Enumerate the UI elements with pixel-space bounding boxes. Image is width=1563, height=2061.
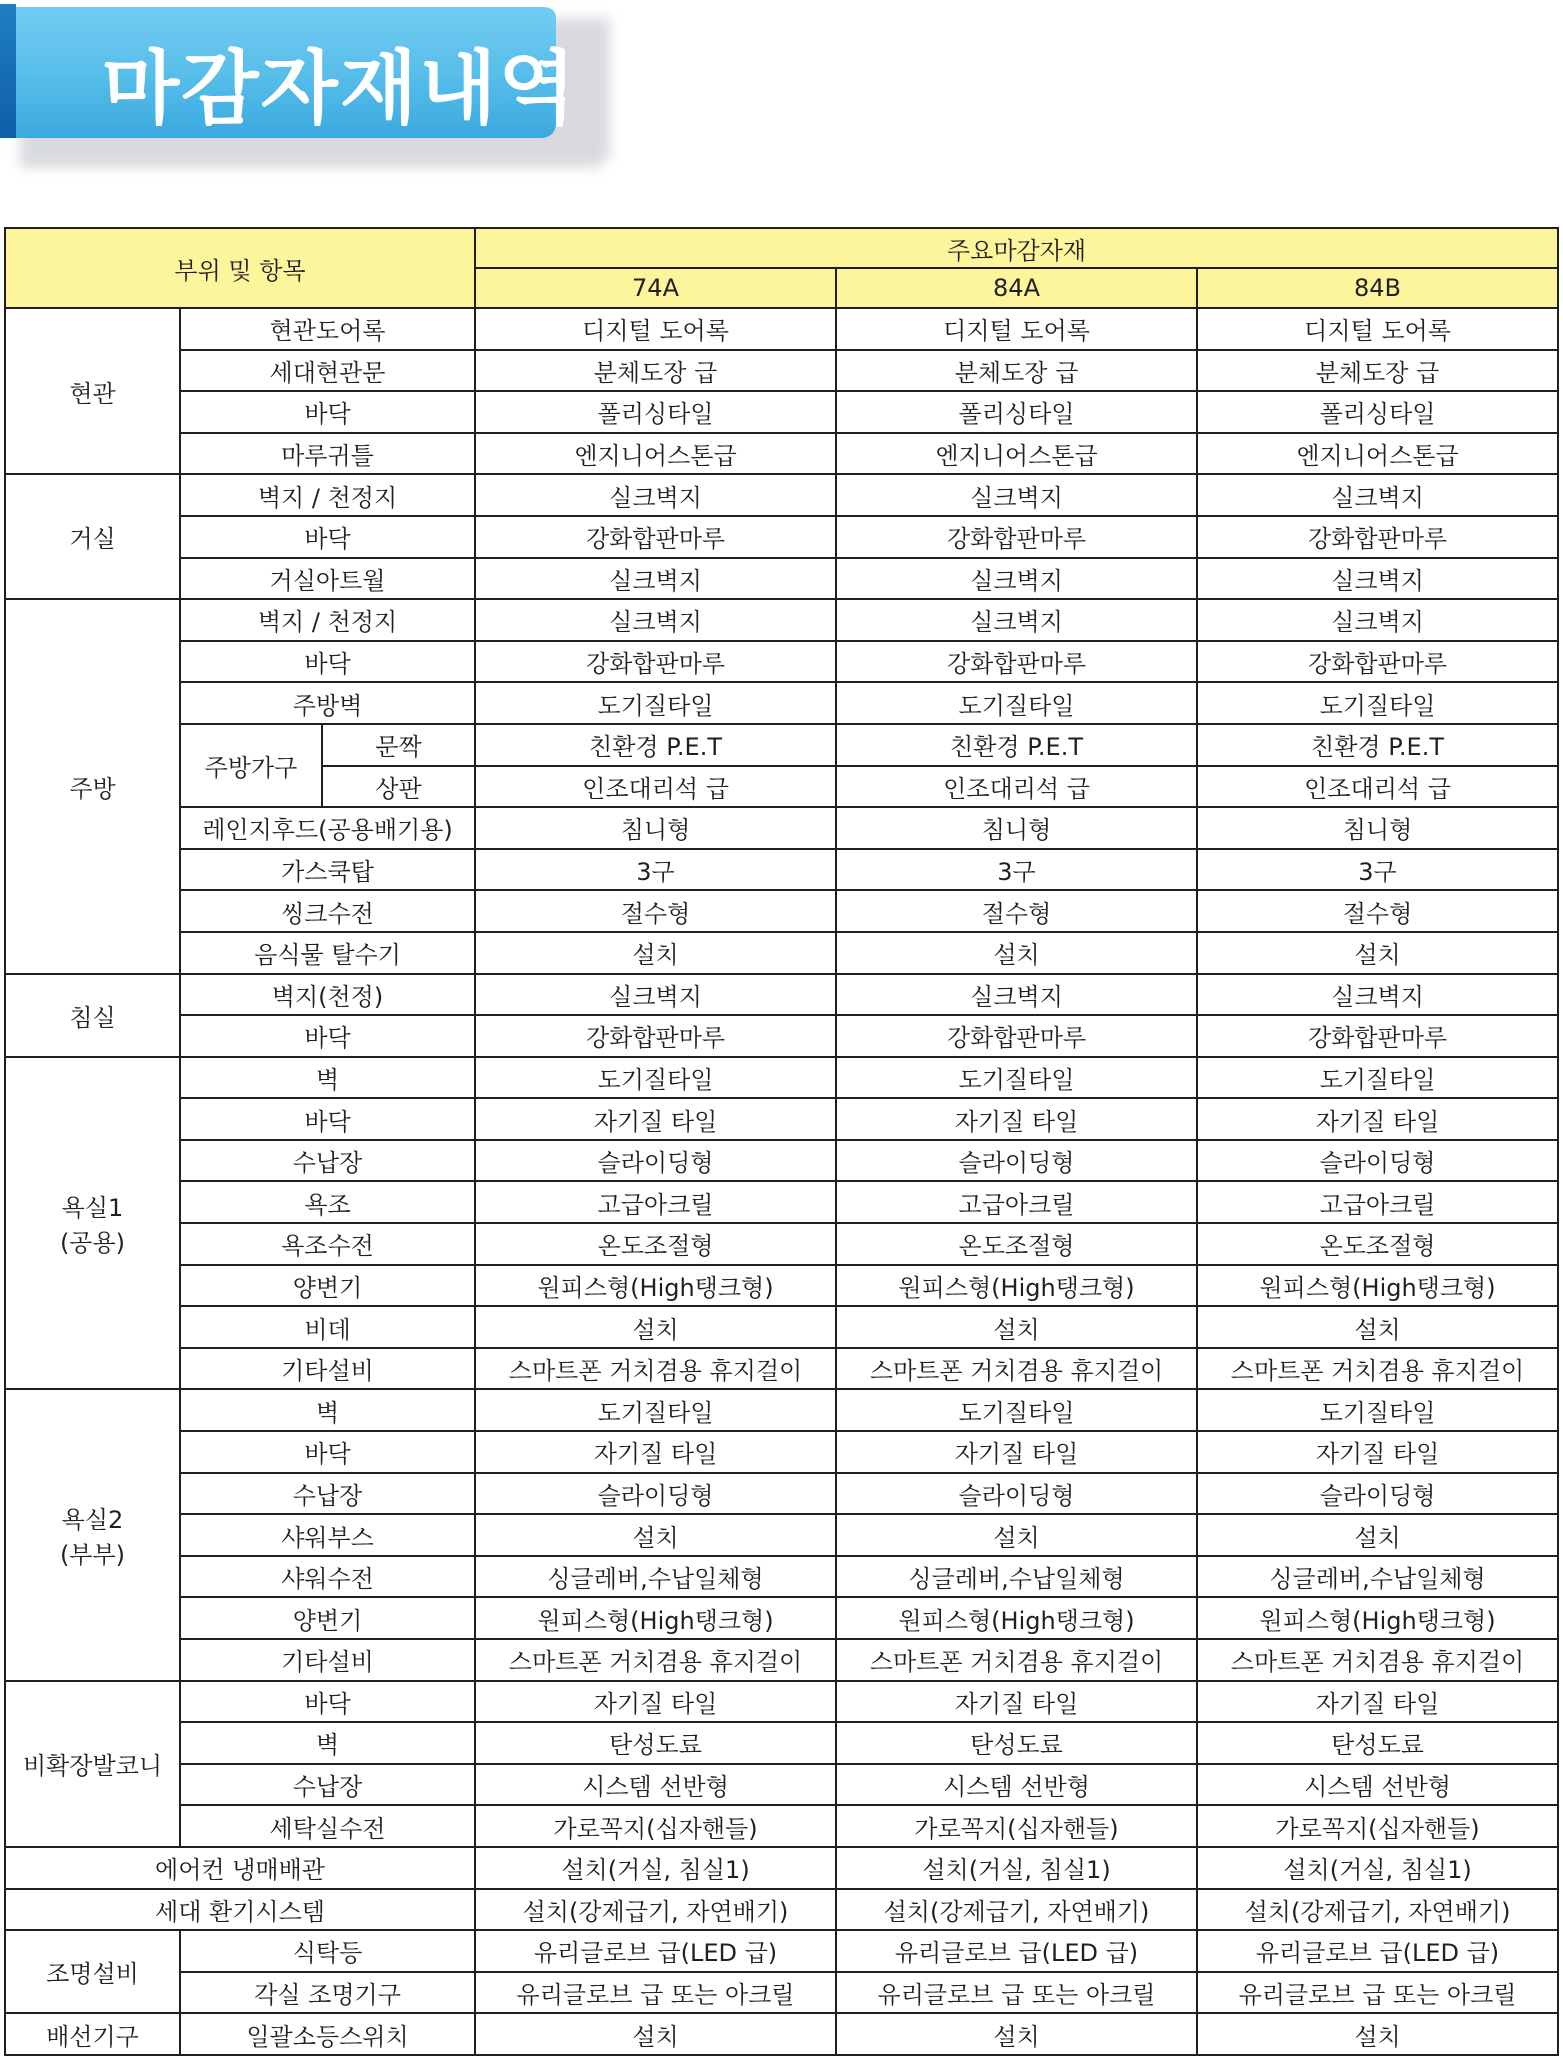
value-cell: 강화합판마루 bbox=[475, 516, 836, 558]
table-row bbox=[5, 1514, 1558, 1556]
item-cell: 벽 bbox=[180, 1389, 475, 1431]
value-cell: 절수형 bbox=[475, 890, 836, 932]
header-main-materials: 주요마감자재 bbox=[475, 228, 1558, 268]
value-cell: 자기질 타일 bbox=[836, 1431, 1197, 1473]
value-cell: 스마트폰 거치겸용 휴지걸이 bbox=[1197, 1639, 1558, 1681]
value-cell: 자기질 타일 bbox=[836, 1681, 1197, 1723]
value-cell: 자기질 타일 bbox=[1197, 1098, 1558, 1140]
item-cell: 벽지 / 천정지 bbox=[180, 599, 475, 641]
item-cell: 샤워수전 bbox=[180, 1556, 475, 1598]
value-cell: 강화합판마루 bbox=[836, 641, 1197, 683]
table-row bbox=[5, 724, 1558, 766]
item-cell: 바닥 bbox=[180, 641, 475, 683]
value-cell: 원피스형(High탱크형) bbox=[475, 1597, 836, 1639]
value-cell: 설치(거실, 침실1) bbox=[836, 1847, 1197, 1889]
table-row bbox=[5, 1930, 1558, 1972]
value-cell: 도기질타일 bbox=[1197, 1057, 1558, 1099]
value-cell: 원피스형(High탱크형) bbox=[475, 1265, 836, 1307]
value-cell: 3구 bbox=[1197, 849, 1558, 891]
table-row bbox=[5, 1181, 1558, 1223]
value-cell: 슬라이딩형 bbox=[1197, 1473, 1558, 1515]
value-cell: 분체도장 급 bbox=[836, 350, 1197, 392]
table-row bbox=[5, 391, 1558, 433]
table-row bbox=[5, 1597, 1558, 1639]
value-cell: 유리글로브 급 또는 아크릴 bbox=[475, 1972, 836, 2014]
value-cell: 설치 bbox=[475, 932, 836, 974]
value-cell: 실크벽지 bbox=[475, 474, 836, 516]
value-cell: 스마트폰 거치겸용 휴지걸이 bbox=[475, 1639, 836, 1681]
value-cell: 슬라이딩형 bbox=[475, 1473, 836, 1515]
table-row bbox=[5, 558, 1558, 600]
value-cell: 설치 bbox=[475, 2013, 836, 2055]
table-row bbox=[5, 641, 1558, 683]
item-cell: 양변기 bbox=[180, 1597, 475, 1639]
value-cell: 가로꼭지(십자핸들) bbox=[836, 1805, 1197, 1847]
value-cell: 유리글로브 급(LED 급) bbox=[475, 1930, 836, 1972]
title-banner bbox=[0, 0, 620, 180]
table-row bbox=[5, 974, 1558, 1016]
table-row bbox=[5, 890, 1558, 932]
item-cell: 가스쿡탑 bbox=[180, 849, 475, 891]
value-cell: 온도조절형 bbox=[1197, 1223, 1558, 1265]
value-cell: 설치(강제급기, 자연배기) bbox=[836, 1889, 1197, 1931]
value-cell: 실크벽지 bbox=[475, 974, 836, 1016]
value-cell: 가로꼭지(십자핸들) bbox=[1197, 1805, 1558, 1847]
value-cell: 도기질타일 bbox=[1197, 682, 1558, 724]
group-cell bbox=[5, 1057, 180, 1390]
table-row bbox=[5, 849, 1558, 891]
item-cell: 바닥 bbox=[180, 1431, 475, 1473]
table-row bbox=[5, 932, 1558, 974]
value-cell: 싱글레버,수납일체형 bbox=[836, 1556, 1197, 1598]
group-cell: 침실 bbox=[5, 974, 180, 1057]
value-cell: 실크벽지 bbox=[1197, 474, 1558, 516]
value-cell: 강화합판마루 bbox=[475, 1015, 836, 1057]
value-cell: 설치 bbox=[836, 932, 1197, 974]
value-cell: 설치 bbox=[475, 1514, 836, 1556]
value-cell: 실크벽지 bbox=[836, 474, 1197, 516]
value-cell: 침니형 bbox=[475, 807, 836, 849]
value-cell: 도기질타일 bbox=[475, 1057, 836, 1099]
table-row bbox=[5, 1348, 1558, 1390]
header-type-74a: 74A bbox=[475, 268, 836, 308]
value-cell: 설치(거실, 침실1) bbox=[1197, 1847, 1558, 1889]
group-cell: 주방 bbox=[5, 599, 180, 973]
header-type-84a: 84A bbox=[836, 268, 1197, 308]
group-cell: 비확장발코니 bbox=[5, 1681, 180, 1847]
table-row bbox=[5, 1805, 1558, 1847]
value-cell: 친환경 P.E.T bbox=[1197, 724, 1558, 766]
value-cell: 자기질 타일 bbox=[1197, 1681, 1558, 1723]
item-cell: 현관도어록 bbox=[180, 308, 475, 350]
value-cell: 설치 bbox=[475, 1306, 836, 1348]
table-row bbox=[5, 1681, 1558, 1723]
value-cell: 유리글로브 급 또는 아크릴 bbox=[1197, 1972, 1558, 2014]
value-cell: 절수형 bbox=[836, 890, 1197, 932]
value-cell: 3구 bbox=[475, 849, 836, 891]
value-cell: 인조대리석 급 bbox=[1197, 766, 1558, 808]
value-cell: 엔지니어스톤급 bbox=[836, 433, 1197, 475]
item-cell: 세대 환기시스템 bbox=[5, 1889, 475, 1931]
value-cell: 디지털 도어록 bbox=[1197, 308, 1558, 350]
value-cell: 원피스형(High탱크형) bbox=[1197, 1597, 1558, 1639]
table-row bbox=[5, 433, 1558, 475]
value-cell: 고급아크릴 bbox=[836, 1181, 1197, 1223]
value-cell: 자기질 타일 bbox=[475, 1098, 836, 1140]
table-row bbox=[5, 350, 1558, 392]
item-cell: 음식물 탈수기 bbox=[180, 932, 475, 974]
value-cell: 설치 bbox=[1197, 932, 1558, 974]
table-row bbox=[5, 682, 1558, 724]
table-row bbox=[5, 1265, 1558, 1307]
item-cell: 식탁등 bbox=[180, 1930, 475, 1972]
value-cell: 설치 bbox=[1197, 1514, 1558, 1556]
value-cell: 설치(거실, 침실1) bbox=[475, 1847, 836, 1889]
table-row bbox=[5, 1889, 1558, 1931]
value-cell: 절수형 bbox=[1197, 890, 1558, 932]
value-cell: 유리글로브 급 또는 아크릴 bbox=[836, 1972, 1197, 2014]
value-cell: 설치 bbox=[836, 1514, 1197, 1556]
value-cell: 실크벽지 bbox=[1197, 974, 1558, 1016]
item-cell: 바닥 bbox=[180, 516, 475, 558]
value-cell: 강화합판마루 bbox=[836, 516, 1197, 558]
value-cell: 싱글레버,수납일체형 bbox=[1197, 1556, 1558, 1598]
value-cell: 강화합판마루 bbox=[1197, 1015, 1558, 1057]
value-cell: 스마트폰 거치겸용 휴지걸이 bbox=[836, 1348, 1197, 1390]
value-cell: 실크벽지 bbox=[836, 599, 1197, 641]
value-cell: 도기질타일 bbox=[836, 1389, 1197, 1431]
value-cell: 폴리싱타일 bbox=[1197, 391, 1558, 433]
table-row bbox=[5, 1223, 1558, 1265]
table-row bbox=[5, 1764, 1558, 1806]
value-cell: 시스템 선반형 bbox=[1197, 1764, 1558, 1806]
value-cell: 슬라이딩형 bbox=[836, 1140, 1197, 1182]
value-cell: 설치(강제급기, 자연배기) bbox=[475, 1889, 836, 1931]
value-cell: 온도조절형 bbox=[836, 1223, 1197, 1265]
value-cell: 싱글레버,수납일체형 bbox=[475, 1556, 836, 1598]
table-row bbox=[5, 2013, 1558, 2055]
value-cell: 강화합판마루 bbox=[1197, 516, 1558, 558]
item-cell: 일괄소등스위치 bbox=[180, 2013, 475, 2055]
header-location: 부위 및 항목 bbox=[5, 228, 475, 308]
value-cell: 온도조절형 bbox=[475, 1223, 836, 1265]
table-row bbox=[5, 807, 1558, 849]
item-cell: 벽지(천정) bbox=[180, 974, 475, 1016]
value-cell: 친환경 P.E.T bbox=[475, 724, 836, 766]
value-cell: 시스템 선반형 bbox=[475, 1764, 836, 1806]
table-row bbox=[5, 474, 1558, 516]
value-cell: 탄성도료 bbox=[1197, 1722, 1558, 1764]
group-cell: 배선기구 bbox=[5, 2013, 180, 2055]
table-row bbox=[5, 1431, 1558, 1473]
item-cell: 상판 bbox=[322, 766, 475, 808]
item-cell: 욕조수전 bbox=[180, 1223, 475, 1265]
group-label-line1: 욕실1 bbox=[61, 1194, 124, 1223]
group-cell: 조명설비 bbox=[5, 1930, 180, 2013]
table-row bbox=[5, 1847, 1558, 1889]
value-cell: 친환경 P.E.T bbox=[836, 724, 1197, 766]
table-row bbox=[5, 1098, 1558, 1140]
value-cell: 도기질타일 bbox=[1197, 1389, 1558, 1431]
group-label-line2: (공용) bbox=[59, 1229, 126, 1258]
item-cell: 거실아트월 bbox=[180, 558, 475, 600]
table-row bbox=[5, 516, 1558, 558]
item-cell: 수납장 bbox=[180, 1764, 475, 1806]
value-cell: 스마트폰 거치겸용 휴지걸이 bbox=[475, 1348, 836, 1390]
item-cell: 양변기 bbox=[180, 1265, 475, 1307]
item-cell: 기타설비 bbox=[180, 1639, 475, 1681]
item-cell: 욕조 bbox=[180, 1181, 475, 1223]
table-row bbox=[5, 308, 1558, 350]
value-cell: 고급아크릴 bbox=[475, 1181, 836, 1223]
value-cell: 폴리싱타일 bbox=[475, 391, 836, 433]
value-cell: 실크벽지 bbox=[836, 974, 1197, 1016]
value-cell: 3구 bbox=[836, 849, 1197, 891]
value-cell: 디지털 도어록 bbox=[475, 308, 836, 350]
value-cell: 자기질 타일 bbox=[836, 1098, 1197, 1140]
value-cell: 폴리싱타일 bbox=[836, 391, 1197, 433]
header-type-84b: 84B bbox=[1197, 268, 1558, 308]
value-cell: 강화합판마루 bbox=[836, 1015, 1197, 1057]
value-cell: 실크벽지 bbox=[836, 558, 1197, 600]
value-cell: 설치 bbox=[836, 2013, 1197, 2055]
item-cell: 각실 조명기구 bbox=[180, 1972, 475, 2014]
value-cell: 탄성도료 bbox=[836, 1722, 1197, 1764]
table-row bbox=[5, 1639, 1558, 1681]
title-edge bbox=[0, 4, 16, 138]
item-cell: 세탁실수전 bbox=[180, 1805, 475, 1847]
table-row bbox=[5, 1473, 1558, 1515]
table-row bbox=[5, 1722, 1558, 1764]
group-cell: 현관 bbox=[5, 308, 180, 474]
table-row bbox=[5, 1140, 1558, 1182]
value-cell: 실크벽지 bbox=[475, 599, 836, 641]
value-cell: 인조대리석 급 bbox=[836, 766, 1197, 808]
value-cell: 실크벽지 bbox=[1197, 558, 1558, 600]
value-cell: 설치 bbox=[1197, 1306, 1558, 1348]
value-cell: 강화합판마루 bbox=[475, 641, 836, 683]
item-cell: 레인지후드(공용배기용) bbox=[180, 807, 475, 849]
value-cell: 도기질타일 bbox=[836, 682, 1197, 724]
value-cell: 강화합판마루 bbox=[1197, 641, 1558, 683]
value-cell: 도기질타일 bbox=[475, 1389, 836, 1431]
table-row bbox=[5, 1389, 1558, 1431]
item-cell: 바닥 bbox=[180, 1015, 475, 1057]
item-cell: 마루귀틀 bbox=[180, 433, 475, 475]
item-cell: 문짝 bbox=[322, 724, 475, 766]
value-cell: 슬라이딩형 bbox=[836, 1473, 1197, 1515]
value-cell: 탄성도료 bbox=[475, 1722, 836, 1764]
value-cell: 설치 bbox=[1197, 2013, 1558, 2055]
value-cell: 스마트폰 거치겸용 휴지걸이 bbox=[1197, 1348, 1558, 1390]
value-cell: 분체도장 급 bbox=[1197, 350, 1558, 392]
group-label-line1: 욕실2 bbox=[61, 1506, 124, 1535]
item-cell: 기타설비 bbox=[180, 1348, 475, 1390]
value-cell: 원피스형(High탱크형) bbox=[836, 1265, 1197, 1307]
value-cell: 설치(강제급기, 자연배기) bbox=[1197, 1889, 1558, 1931]
table-row bbox=[5, 1556, 1558, 1598]
value-cell: 고급아크릴 bbox=[1197, 1181, 1558, 1223]
item-cell: 주방벽 bbox=[180, 682, 475, 724]
value-cell: 실크벽지 bbox=[475, 558, 836, 600]
value-cell: 엔지니어스톤급 bbox=[475, 433, 836, 475]
value-cell: 디지털 도어록 bbox=[836, 308, 1197, 350]
value-cell: 인조대리석 급 bbox=[475, 766, 836, 808]
group-cell: 거실 bbox=[5, 474, 180, 599]
value-cell: 침니형 bbox=[1197, 807, 1558, 849]
item-cell: 벽지 / 천정지 bbox=[180, 474, 475, 516]
value-cell: 도기질타일 bbox=[836, 1057, 1197, 1099]
group-label-line2: (부부) bbox=[59, 1541, 126, 1570]
item-cell: 씽크수전 bbox=[180, 890, 475, 932]
finishing-materials-table bbox=[4, 227, 1559, 2056]
group-cell bbox=[5, 1389, 180, 1680]
table-row bbox=[5, 1057, 1558, 1099]
value-cell: 유리글로브 급(LED 급) bbox=[1197, 1930, 1558, 1972]
item-cell: 에어컨 냉매배관 bbox=[5, 1847, 475, 1889]
value-cell: 시스템 선반형 bbox=[836, 1764, 1197, 1806]
table-row bbox=[5, 599, 1558, 641]
value-cell: 가로꼭지(십자핸들) bbox=[475, 1805, 836, 1847]
value-cell: 설치 bbox=[836, 1306, 1197, 1348]
value-cell: 자기질 타일 bbox=[475, 1681, 836, 1723]
value-cell: 원피스형(High탱크형) bbox=[1197, 1265, 1558, 1307]
value-cell: 침니형 bbox=[836, 807, 1197, 849]
item-cell: 수납장 bbox=[180, 1140, 475, 1182]
value-cell: 스마트폰 거치겸용 휴지걸이 bbox=[836, 1639, 1197, 1681]
item-cell: 바닥 bbox=[180, 1098, 475, 1140]
value-cell: 슬라이딩형 bbox=[1197, 1140, 1558, 1182]
value-cell: 원피스형(High탱크형) bbox=[836, 1597, 1197, 1639]
item-cell: 벽 bbox=[180, 1057, 475, 1099]
value-cell: 분체도장 급 bbox=[475, 350, 836, 392]
value-cell: 자기질 타일 bbox=[1197, 1431, 1558, 1473]
value-cell: 자기질 타일 bbox=[475, 1431, 836, 1473]
page-title: 마감자재내역 bbox=[102, 42, 578, 135]
subgroup-cell: 주방가구 bbox=[180, 724, 322, 807]
value-cell: 유리글로브 급(LED 급) bbox=[836, 1930, 1197, 1972]
item-cell: 샤워부스 bbox=[180, 1514, 475, 1556]
item-cell: 세대현관문 bbox=[180, 350, 475, 392]
item-cell: 비데 bbox=[180, 1306, 475, 1348]
value-cell: 엔지니어스톤급 bbox=[1197, 433, 1558, 475]
value-cell: 도기질타일 bbox=[475, 682, 836, 724]
item-cell: 바닥 bbox=[180, 1681, 475, 1723]
value-cell: 실크벽지 bbox=[1197, 599, 1558, 641]
table-row bbox=[5, 1972, 1558, 2014]
value-cell: 슬라이딩형 bbox=[475, 1140, 836, 1182]
item-cell: 벽 bbox=[180, 1722, 475, 1764]
item-cell: 바닥 bbox=[180, 391, 475, 433]
table-row bbox=[5, 1015, 1558, 1057]
table-row bbox=[5, 1306, 1558, 1348]
item-cell: 수납장 bbox=[180, 1473, 475, 1515]
